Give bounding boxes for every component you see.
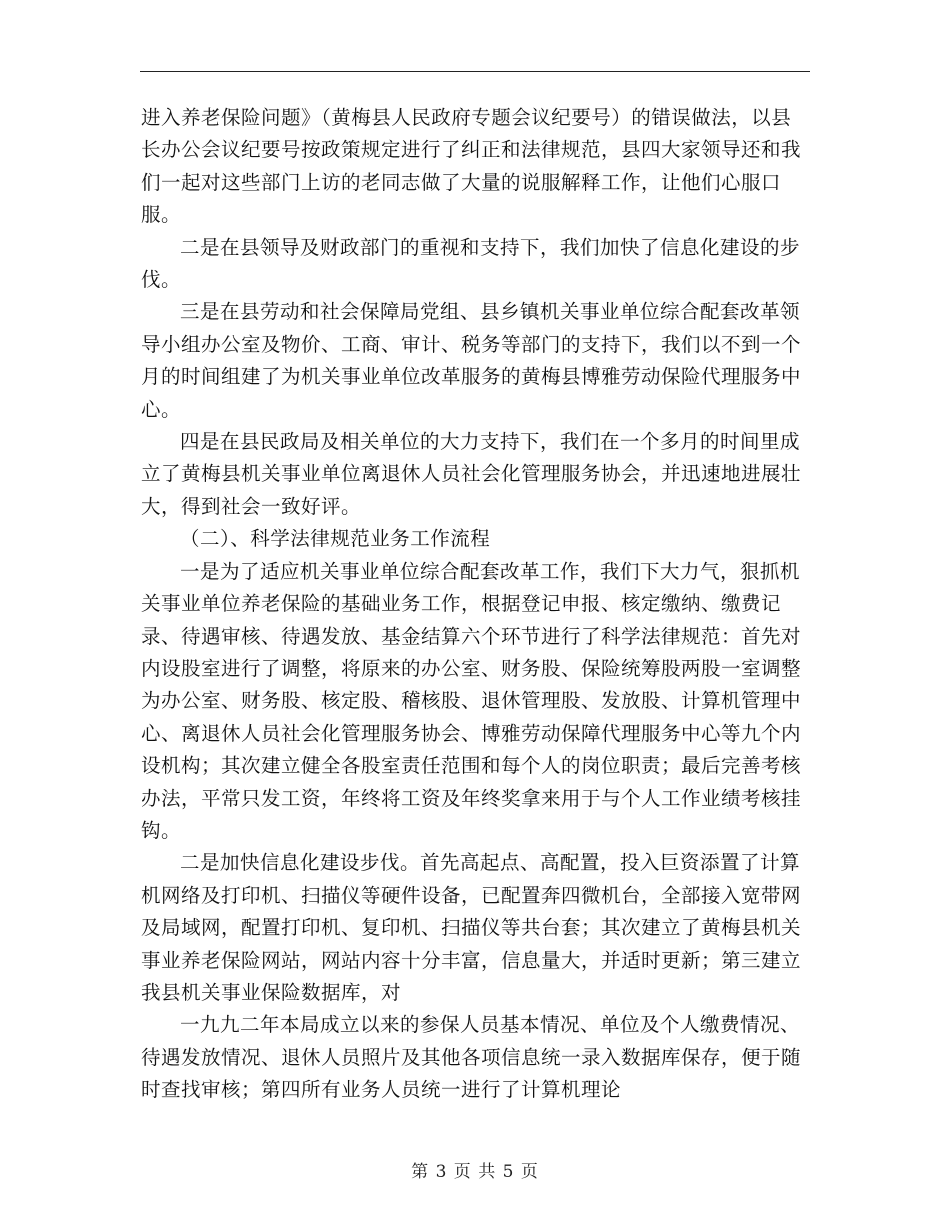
document-body (141, 102, 809, 1107)
header-rule (140, 71, 810, 72)
paragraph: 四是在县民政局及相关单位的大力支持下，我们在一个多月的时间里成立了黄梅县机关事业单位离退休人员社会化管理服务协会，并迅速地进展壮大，得到社会一致好评。 (141, 430, 802, 518)
paragraph: 一九九二年本局成立以来的参保人员基本情况、单位及个人缴费情况、待遇发放情况、退休人员照片及其他各项信息统一录入数据库保存，便于随时查找审核；第四所有业务人员统一进行了计算机理论 (141, 1013, 802, 1102)
paragraph: 一是为了适应机关事业单位综合配套改革工作，我们下大力气，狠抓机关事业单位养老保险的基础业务工作，根据登记申报、核定缴纳、缴费记录、待遇审核、待遇发放、基金结算六个环节进行了科学法律规范：首先对内设股室进行了调整，将原来的办公室、财务股、保险统筹股两股一室调整为办公室、财务股、核定股、稽核股、退休管理股、发放股、计算机管理中心、离退休人员社会化管理服务协会、博雅劳动保障代理服务中心等九个内设机构；其次建立健全各股室责任范围和每个人的岗位职责；最后完善考核办法，平常只发工资，年终将工资及年终奖拿来用于与个人工作业绩考核挂钩。 (141, 559, 802, 842)
page-number-footer: 第 3 页 共 5 页 (411, 1162, 539, 1182)
paragraph: 进入养老保险问题》（黄梅县人民政府专题会议纪要号）的错误做法，以县长办公会议纪要号按政策规定进行了纠正和法律规范，县四大家领导还和我们一起对这些部门上访的老同志做了大量的说服解释工作，让他们心服口服。 (141, 106, 802, 227)
paragraph: 三是在县劳动和社会保障局党组、县乡镇机关事业单位综合配套改革领导小组办公室及物价、工商、审计、税务等部门的支持下，我们以不到一个月的时间组建了为机关事业单位改革服务的黄梅县博雅劳动保险代理服务中心。 (141, 300, 802, 421)
paragraph: 二是加快信息化建设步伐。首先高起点、高配置，投入巨资添置了计算机网络及打印机、扫描仪等硬件设备，已配置奔四微机台，全部接入宽带网及局域网，配置打印机、复印机、扫描仪等共台套；其次建立了黄梅县机关事业养老保险网站，网站内容十分丰富，信息量大，并适时更新；第三建立我县机关事业保险数据库，对 (141, 851, 802, 1004)
paragraph: 二是在县领导及财政部门的重视和支持下，我们加快了信息化建设的步伐。 (141, 235, 801, 292)
section-heading: （二）、科学法律规范业务工作流程 (180, 527, 491, 551)
